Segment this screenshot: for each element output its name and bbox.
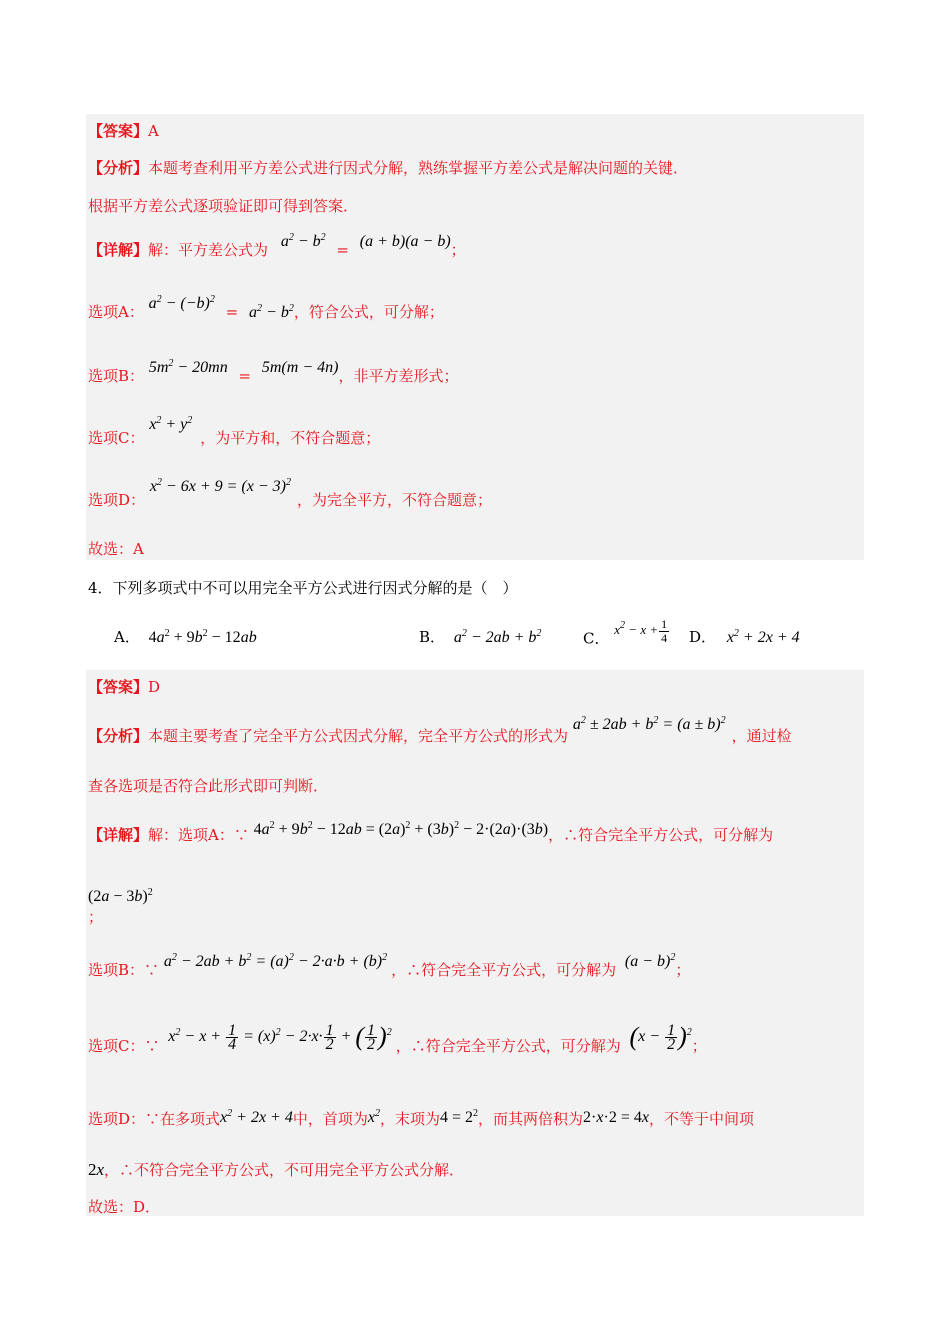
option-c-line: 选项C： $x^2 + y^2$，为平方和，不符合题意； — [88, 415, 381, 447]
formula-perfect-square: $a^2 \pm 2ab + b^2 = (a \pm b)^2$ — [572, 715, 726, 733]
question-4-stem: 4．下列多项式中不可以用完全平方公式进行因式分解的是（ ） — [88, 579, 518, 597]
q4-option-d: D． $x^2 + 2x + 4$ — [689, 628, 800, 646]
option-b-line: 选项B： $5m^2 - 20mn = 5m(m - 4n)$，非平方差形式； — [88, 358, 459, 385]
option-a-line: 选项A： $a^2 - (-b)^2 = a^2 - b^2$，符合公式，可分解； — [88, 294, 444, 321]
option-d-line-q4: 选项D：∵在多项式$x^2 + 2x + 4$中，首项为$x^2$，末项为$4 = 2^2$，而其两倍积为2·x·2 = 4x，不等于中间项 — [88, 1108, 754, 1128]
formula-q4-c-result: (x − $\frac{1}{2}$ )$^2$ — [629, 1022, 692, 1053]
option-d-line: 选项D： $x^2 - 6x + 9 = (x - 3)^2$，为完全平方，不符合题意； — [88, 477, 492, 509]
formula-q4-a-result: $(2a - 3b)^2$ — [88, 887, 153, 905]
analysis-line-q4-2: 查各选项是否符合此形式即可判断． — [88, 777, 329, 795]
analysis-line: 【分析】本题考查利用平方差公式进行因式分解，熟练掌握平方差公式是解决问题的关键． — [88, 159, 689, 177]
detail-line-q4: 【详解】解：选项A：∵ $4a^2 + 9b^2 - 12ab = (2a)^2 + (3b)^2 - 2\cdot(2a)\cdot(3b)$，∴符合完全平方公式，可分解为 — [88, 820, 774, 844]
formula-opt-a: $a^2 - (-b)^2$ — [148, 294, 215, 312]
formula-opt-d: $x^2 - 6x + 9 = (x - 3)^2$ — [149, 477, 291, 495]
formula-q4-c: $x^2 - x$ + $\frac{1}{4}$ = $(x)^2 - 2\cdot x\cdot$ $\frac{1}{2}$ + ( $\frac{1}{2}$ )$^2$ — [168, 1022, 392, 1053]
answer-line: 【答案】A — [88, 122, 159, 140]
formula-factored: (a + b)(a − b) — [359, 233, 451, 250]
formula-opt-b: $5m^2 - 20mn$ — [148, 358, 228, 376]
solution-panel-q4 — [86, 670, 864, 1216]
formula-q4-a: $4a^2 + 9b^2 - 12ab = (2a)^2 + (3b)^2 - 2\cdot(2a)\cdot(3b)$ — [253, 820, 549, 838]
conclusion-q4: 故选：D． — [88, 1198, 161, 1216]
detail-line: 【详解】解：平方差公式为 $a^2 - b^2 = (a + b)(a - b)$； — [88, 232, 466, 259]
option-c-line-q4: 选项C：∵ $x^2 - x$ + $\frac{1}{4}$ = $(x)^2 - 2\cdot x\cdot$ $\frac{1}{2}$ + ( $\frac{1}{2}$ )$^2$，∴符合完全平方公式，可分解为 (x − $\frac{1}{2}$ )$^2$； — [88, 1022, 707, 1056]
q4-option-a: A． $4a^2 + 9b^2 - 12ab$ — [114, 628, 257, 646]
analysis-line-2: 根据平方差公式逐项验证即可得到答案． — [88, 197, 359, 215]
formula-diff-squares: $a^2 - b^2$ — [280, 232, 326, 250]
formula-q4-b: $a^2 - 2ab + b^2 = (a)^2 - 2\cdot a\cdot b + (b)^2$ — [163, 952, 388, 970]
formula-opt-c: $x^2 + y^2$ — [149, 415, 193, 433]
q4-option-b: B． $a^2 - 2ab + b^2$ — [419, 628, 542, 646]
formula-q4-b-result: $(a - b)^2$ — [624, 952, 676, 970]
conclusion-q3: 故选：A — [88, 540, 144, 558]
detail-line-q4-cont: $(2a - 3b)^2$ ； — [88, 887, 153, 926]
answer-line-q4: 【答案】D — [88, 678, 161, 696]
option-b-line-q4: 选项B：∵ $a^2 - 2ab + b^2 = (a)^2 - 2\cdot a\cdot b + (b)^2$，∴符合完全平方公式，可分解为 $(a - b)^2$； — [88, 952, 691, 979]
option-d-line-q4-cont: 2x，∴不符合完全平方公式，不可用完全平方公式分解． — [88, 1160, 465, 1179]
q4-option-c: C． $x^2 - x$ + $\frac{1}{4}$ — [583, 617, 668, 648]
analysis-line-q4: 【分析】本题主要考查了完全平方公式因式分解，完全平方公式的形式为 $a^2 \pm 2ab + b^2 = (a \pm b)^2$，通过检 — [88, 715, 792, 745]
